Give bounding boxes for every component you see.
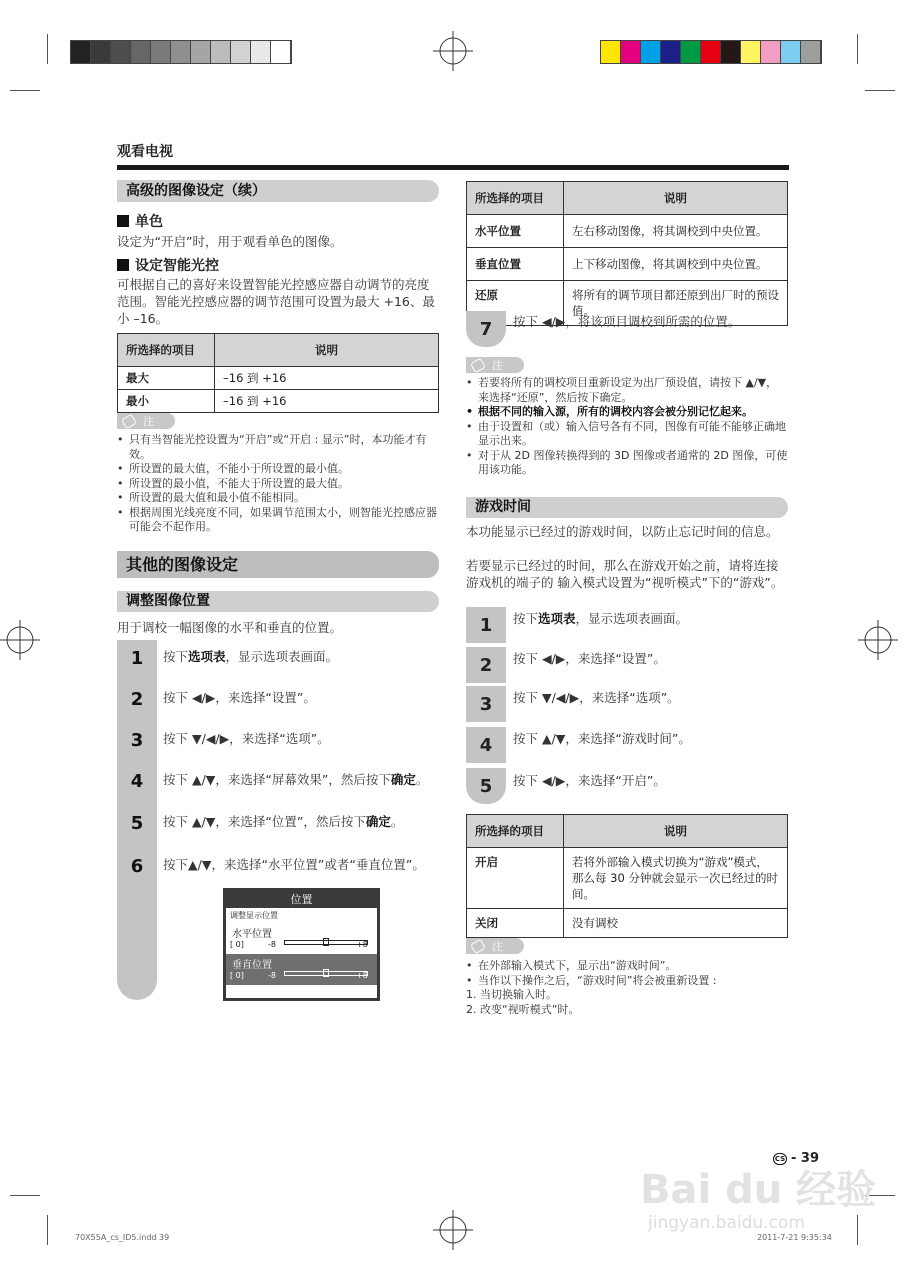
list-item: • 若要将所有的调校项目重新设定为出厂预设值，请按下 ▲/▼，来选择“还原”，然后按下确定。 <box>466 376 788 405</box>
game-step-3: 按下 ▼/◀/▶，来选择“选项”。 <box>513 690 680 705</box>
step-key: 选项表 <box>188 649 226 664</box>
position-notes <box>466 376 788 478</box>
advanced-settings-heading: 高级的图像设定（续） <box>117 180 439 202</box>
step-text: 按下▲/▼，来选择“水平位置”或者“垂直位置”。 <box>163 857 425 872</box>
gray-swatch <box>71 41 91 63</box>
step-number: 4 <box>466 727 506 763</box>
step-text: 按下 ◀/▶，来选择“设置”。 <box>163 690 316 705</box>
crop-mark <box>47 34 48 64</box>
list-item: • 所设置的最大值，不能小于所设置的最小值。 <box>117 462 439 477</box>
gray-color-bar <box>70 40 292 64</box>
step-number: 4 <box>130 771 144 792</box>
slider-knob[interactable] <box>323 938 329 946</box>
step-text: 按下 <box>513 611 539 626</box>
crop-mark <box>865 90 895 91</box>
table-cell: 垂直位置 <box>467 248 564 281</box>
table-row <box>118 390 439 413</box>
table-cell: –16 到 +16 <box>215 390 439 413</box>
mono-heading <box>117 211 163 231</box>
color-swatch <box>761 41 781 63</box>
mono-title: 单色 <box>135 214 163 230</box>
step-text: ，显示选项表画面。 <box>575 611 689 626</box>
smart-range-table <box>117 333 439 413</box>
table-header: 说明 <box>564 815 788 848</box>
crop-mark <box>857 1215 858 1245</box>
other-settings-heading: 其他的图像设定 <box>117 551 439 578</box>
step-text: 按下 ▲/▼，来选择“位置”，然后按下 <box>163 814 366 829</box>
header-rule <box>117 165 789 170</box>
position-osd-screen <box>223 888 380 1001</box>
list-item: • 根据不同的输入源，所有的调校内容会被分别记忆起来。 <box>466 405 788 420</box>
note-tag <box>466 938 524 954</box>
table-header: 说明 <box>215 334 439 367</box>
color-swatch <box>641 41 661 63</box>
table-cell: 没有调校 <box>564 909 788 938</box>
note-label: 注 <box>492 359 503 372</box>
color-swatch <box>601 41 621 63</box>
baidu-watermark-url: jingyan.baidu.com <box>648 1213 805 1233</box>
table-header: 所选择的项目 <box>467 815 564 848</box>
cs-language-icon: CS <box>774 1154 786 1163</box>
gray-swatch <box>211 41 231 63</box>
osd-min: -8 <box>268 971 276 980</box>
step-1 <box>117 648 439 669</box>
table-cell: 最小 <box>118 390 215 413</box>
list-item: • 对于从 2D 图像转换得到的 3D 图像或者通常的 2D 图像，可使用该功能。 <box>466 449 788 478</box>
step-key: 确定 <box>365 814 391 829</box>
list-item: • 由于设置和（或）输入信号各有不同，图像有可能不能够正确地显示出来。 <box>466 420 788 449</box>
baidu-watermark: Bai du 经验 <box>640 1167 877 1213</box>
list-item: • 只有当智能光控设置为“开启”或“开启 : 显示”时，本功能才有效。 <box>117 433 439 462</box>
registration-mark-icon <box>433 31 473 71</box>
osd-max: +8 <box>356 971 368 980</box>
smart-title: 设定智能光控 <box>135 258 219 274</box>
page-title: 观看电视 <box>117 144 173 160</box>
game-step-4: 按下 ▲/▼，来选择“游戏时间”。 <box>513 731 691 746</box>
table-cell: 上下移动图像，将其调校到中央位置。 <box>564 248 788 281</box>
step-text: 按下 ▼/◀/▶，来选择“选项”。 <box>163 731 330 746</box>
table-cell: 水平位置 <box>467 215 564 248</box>
color-swatch <box>621 41 641 63</box>
note-tag <box>117 413 175 429</box>
color-swatch <box>681 41 701 63</box>
table-row <box>118 367 439 390</box>
table-cell: 将所有的调节项目都还原到出厂时的预设值。 <box>564 281 788 326</box>
game-notes <box>466 959 788 1017</box>
step-number: 1 <box>466 607 506 643</box>
crop-mark <box>10 90 40 91</box>
table-row <box>467 848 788 909</box>
table-cell: 若将外部输入模式切换为“游戏”模式，那么每 30 分钟就会显示一次已经过的时间。 <box>564 848 788 909</box>
step-7-number: 7 <box>466 311 506 347</box>
table-cell: 还原 <box>467 281 564 326</box>
step-6 <box>117 856 439 877</box>
table-row <box>467 248 788 281</box>
step-7-text: 按下 ◀/▶，将该项目调校到所需的位置。 <box>513 314 741 329</box>
table-header: 所选择的项目 <box>467 182 564 215</box>
game-time-table <box>466 814 788 938</box>
table-header: 所选择的项目 <box>118 334 215 367</box>
paperclip-icon <box>470 357 486 373</box>
step-number: 1 <box>130 648 144 669</box>
gray-swatch <box>131 41 151 63</box>
osd-subtitle: 调整显示位置 <box>230 911 278 920</box>
note-label: 注 <box>143 415 154 428</box>
list-item: 2. 改变“视听模式”时。 <box>466 1002 580 1016</box>
step-5 <box>117 813 439 834</box>
smart-heading <box>117 255 219 275</box>
table-cell: 开启 <box>467 848 564 909</box>
registration-mark-icon <box>0 620 40 660</box>
gray-swatch <box>231 41 251 63</box>
step-number: 3 <box>466 686 506 722</box>
table-cell: 左右移动图像，将其调校到中央位置。 <box>564 215 788 248</box>
step-number: 3 <box>130 730 144 751</box>
game-text-1: 本功能显示已经过的游戏时间，以防止忘记时间的信息。 <box>466 524 779 539</box>
step-key: 确定 <box>390 772 416 787</box>
color-swatch <box>781 41 801 63</box>
gray-swatch <box>111 41 131 63</box>
osd-horizontal-label: 水平位置 <box>232 929 272 940</box>
gray-swatch <box>191 41 211 63</box>
table-cell: 关闭 <box>467 909 564 938</box>
paperclip-icon <box>470 938 486 954</box>
osd-value: [ 0] <box>230 971 244 980</box>
gray-swatch <box>251 41 271 63</box>
note-tag <box>466 357 524 373</box>
gray-swatch <box>91 41 111 63</box>
list-item: • 所设置的最小值，不能大于所设置的最大值。 <box>117 477 439 492</box>
list-item: • 根据周围光线亮度不同，如果调节范围太小，则智能光控感应器可能会不起作用。 <box>117 506 439 535</box>
crop-mark <box>10 1195 40 1196</box>
step-number: 5 <box>466 768 506 804</box>
crop-mark <box>857 34 858 64</box>
step-number: 5 <box>130 813 144 834</box>
color-swatch <box>701 41 721 63</box>
game-step-1 <box>513 610 788 627</box>
osd-max: +8 <box>356 940 368 949</box>
square-bullet-icon <box>117 259 129 271</box>
page-number-text: - 39 <box>791 1151 820 1166</box>
step-4 <box>117 771 439 792</box>
table-header: 说明 <box>564 182 788 215</box>
osd-title: 位置 <box>226 891 377 908</box>
step-3 <box>117 730 439 751</box>
step-text: ，显示选项表画面。 <box>225 649 339 664</box>
osd-min: -8 <box>268 940 276 949</box>
position-heading: 调整图像位置 <box>117 591 439 612</box>
step-text: 按下 ▲/▼，来选择“屏幕效果”，然后按下 <box>163 772 391 787</box>
step-key: 选项表 <box>538 611 576 626</box>
footer-date: 2011-7-21 9:35:34 <box>757 1233 832 1242</box>
gray-swatch <box>271 41 291 63</box>
osd-value: [ 0] <box>230 940 244 949</box>
list-item: • 所设置的最大值和最小值不能相同。 <box>117 491 439 506</box>
smart-text: 可根据自己的喜好来设置智能光控感应器自动调节的亮度范围。智能光控感应器的调节范围可设置为最大 +16、最小 –16。 <box>117 277 435 326</box>
smart-notes <box>117 433 439 535</box>
mono-text: 设定为“开启”时，用于观看单色的图像。 <box>117 234 343 249</box>
step-2 <box>117 689 439 710</box>
osd-vertical-row[interactable] <box>226 954 377 985</box>
step-text: 按下 <box>163 649 189 664</box>
paperclip-icon <box>121 413 137 429</box>
registration-mark-icon <box>858 620 898 660</box>
color-swatch <box>801 41 821 63</box>
step-number: 2 <box>130 689 144 710</box>
step-text: 。 <box>415 772 429 787</box>
step-number: 2 <box>466 647 506 683</box>
gray-swatch <box>151 41 171 63</box>
color-swatch <box>741 41 761 63</box>
crop-mark <box>47 1215 48 1245</box>
position-items-table <box>466 181 788 326</box>
table-cell: 最大 <box>118 367 215 390</box>
color-swatch <box>661 41 681 63</box>
cmyk-color-bar <box>600 40 822 64</box>
slider-knob[interactable] <box>323 969 329 977</box>
game-text-2: 若要显示已经过的时间，那么在游戏开始之前，请将连接游戏机的端子的 输入模式设置为“视听模式”下的“游戏”。 <box>466 558 784 590</box>
game-step-5: 按下 ◀/▶，来选择“开启”。 <box>513 773 666 788</box>
note-label: 注 <box>492 940 503 953</box>
table-cell: –16 到 +16 <box>215 367 439 390</box>
registration-mark-icon <box>433 1210 473 1250</box>
gray-swatch <box>171 41 191 63</box>
osd-vertical-label: 垂直位置 <box>232 960 272 971</box>
footer-filename: 70X55A_cs_ID5.indd 39 <box>75 1233 170 1242</box>
game-step-2: 按下 ◀/▶，来选择“设置”。 <box>513 651 666 666</box>
table-row <box>467 215 788 248</box>
step-number: 6 <box>130 856 144 877</box>
step-text: 。 <box>390 814 404 829</box>
color-swatch <box>721 41 741 63</box>
list-item: 1. 当切换输入时。 <box>466 988 557 1001</box>
square-bullet-icon <box>117 215 129 227</box>
table-row <box>467 909 788 938</box>
osd-horizontal-row[interactable] <box>226 923 377 954</box>
position-intro: 用于调校一幅图像的水平和垂直的位置。 <box>117 620 343 635</box>
list-item: • 在外部输入模式下，显示出“游戏时间”。 <box>466 959 788 974</box>
list-item: • 当作以下操作之后，“游戏时间”将会被重新设置 : <box>466 974 788 989</box>
game-time-heading: 游戏时间 <box>466 497 788 518</box>
